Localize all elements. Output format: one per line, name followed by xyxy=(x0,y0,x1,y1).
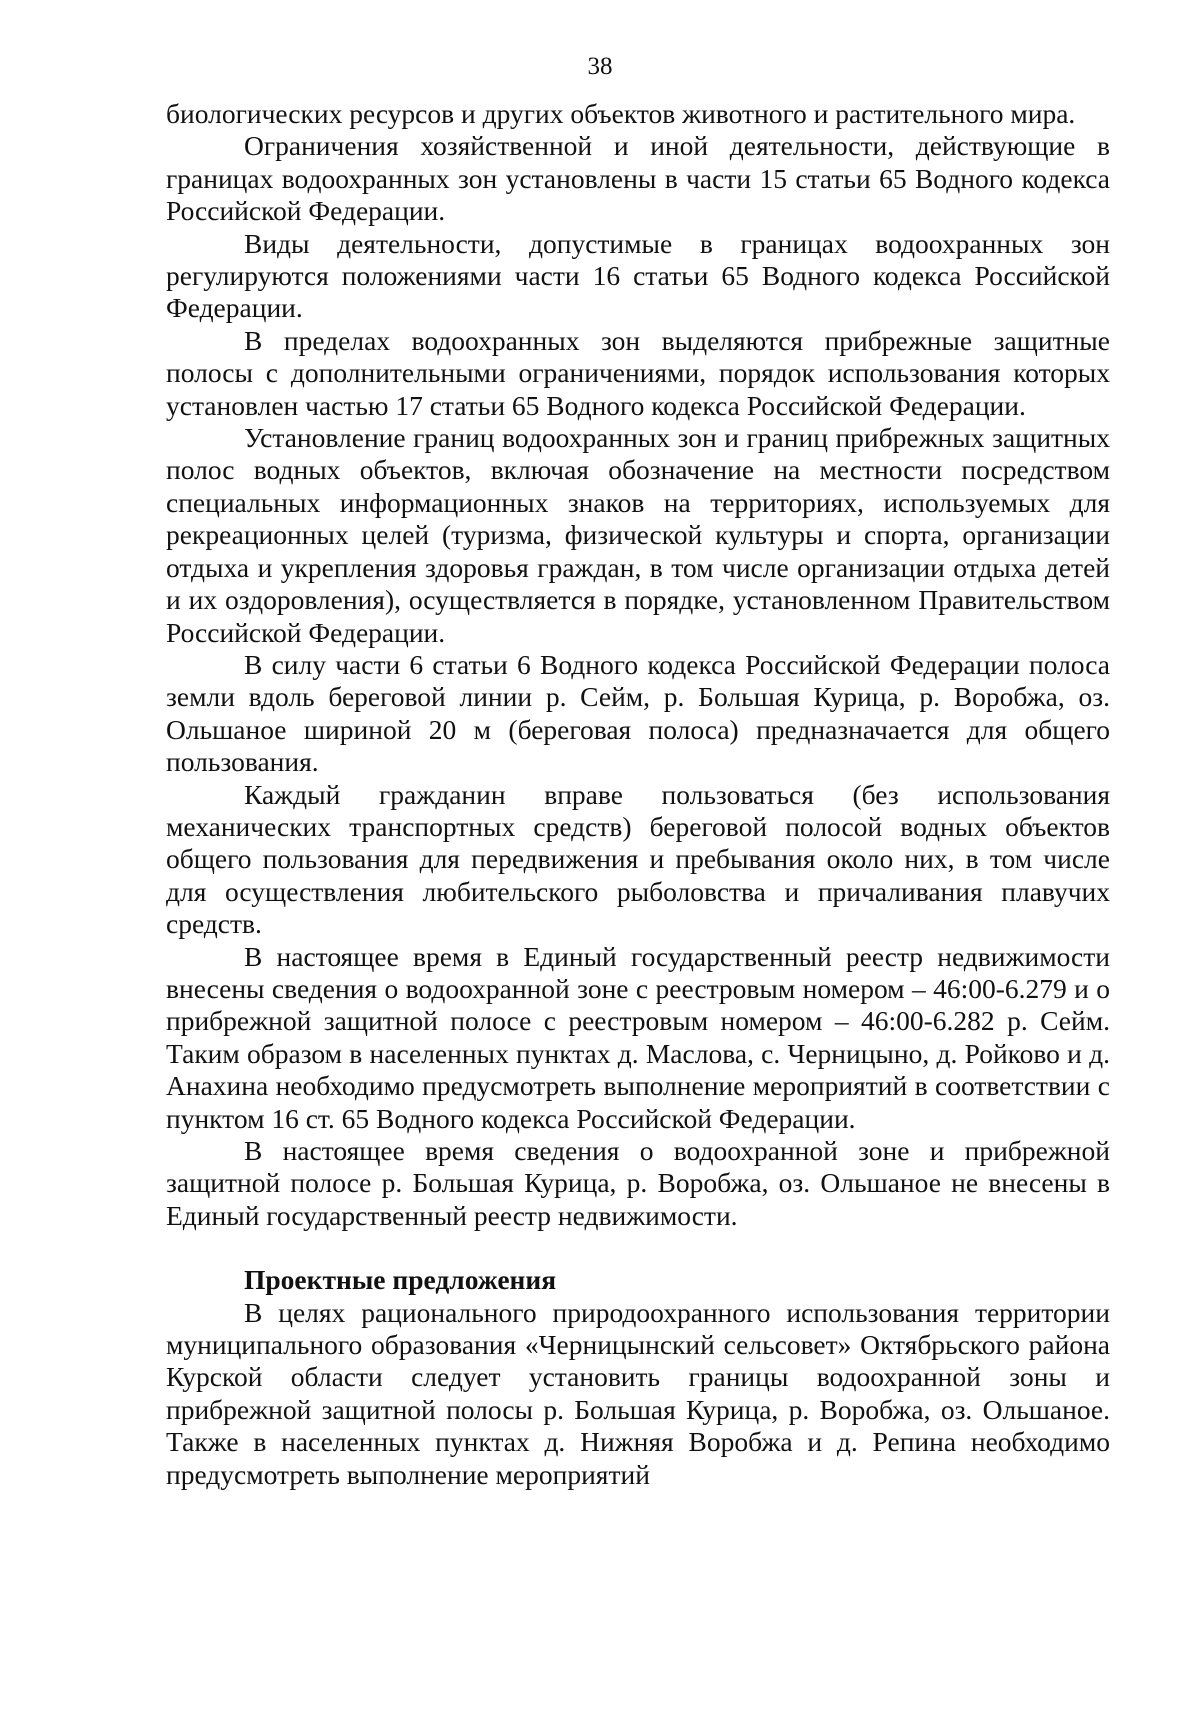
paragraph-boundary-establishment: Установление границ водоохранных зон и границ прибрежных защитных полос водных объектов, включая обозначение на местности посредством специальных информационных знаков на территориях, используемых для рекреационных целей (туризма, физической культуры и спорта, организации отдыха и укрепления здоровья граждан, в том числе организации отдыха детей и их оздоровления), осуществляется в порядке, установленном Правительством Российской Федерации. xyxy=(166,422,1110,648)
paragraph-restrictions: Ограничения хозяйственной и иной деятельности, действующие в границах водоохранных зон установлены в части 15 статьи 65 Водного кодекса Российской Федерации. xyxy=(166,130,1110,227)
paragraph-protective-strips: В пределах водоохранных зон выделяются прибрежные защитные полосы с дополнительными ограничениями, порядок использования которых установлен частью 17 статьи 65 Водного кодекса Российской Федерации. xyxy=(166,324,1110,421)
paragraph-citizen-rights: Каждый гражданин вправе пользоваться (без использования механических транспортных средств) береговой полосой водных объектов общего пользования для передвижения и пребывания около них, в том числе для осуществления любительского рыболовства и причаливания плавучих средств. xyxy=(166,778,1110,940)
paragraph-shoreline-strip: В силу части 6 статьи 6 Водного кодекса Российской Федерации полоса земли вдоль береговой линии р. Сейм, р. Большая Курица, р. Воробжа, оз. Ольшаное шириной 20 м (береговая полоса) предназначается для общего пользования. xyxy=(166,648,1110,778)
section-spacer xyxy=(166,1232,1110,1264)
paragraph-continuation: биологических ресурсов и других объектов животного и растительного мира. xyxy=(166,98,1076,129)
document-body xyxy=(166,98,1110,1491)
page-number: 38 xyxy=(587,53,613,80)
paragraph-permitted-activities: Виды деятельности, допустимые в границах водоохранных зон регулируются положениями части 16 статьи 65 Водного кодекса Российской Федерации. xyxy=(166,227,1110,324)
paragraph-registry-missing: В настоящее время сведения о водоохранной зоне и прибрежной защитной полосе р. Большая Курица, р. Воробжа, оз. Ольшаное не внесены в Единый государственный реестр недвижимости. xyxy=(166,1135,1110,1231)
paragraph-registry-seim: В настоящее время в Единый государственный реестр недвижимости внесены сведения о водоохранной зоне с реестровым номером – 46:00-6.279 и о прибрежной защитной полосе с реестровым номером – 46:00-6.282 р. Сейм. Таким образом в населенных пунктах д. Маслова, с. Черницыно, д. Ройково и д. Анахина необходимо предусмотреть выполнение мероприятий в соответствии с пунктом 16 ст. 65 Водного кодекса Российской Федерации. xyxy=(166,940,1110,1134)
section-heading: Проектные предложения xyxy=(244,1264,557,1296)
paragraph-proposals: В целях рационального природоохранного использования территории муниципального образования «Черницынский сельсовет» Октябрьского района Курской области следует установить границы водоохранной зоны и прибрежной защитной полосы р. Большая Курица, р. Воробжа, оз. Ольшаное. Также в населенных пунктах д. Нижняя Воробжа и д. Репина необходимо предусмотреть выполнение мероприятий xyxy=(166,1296,1110,1490)
